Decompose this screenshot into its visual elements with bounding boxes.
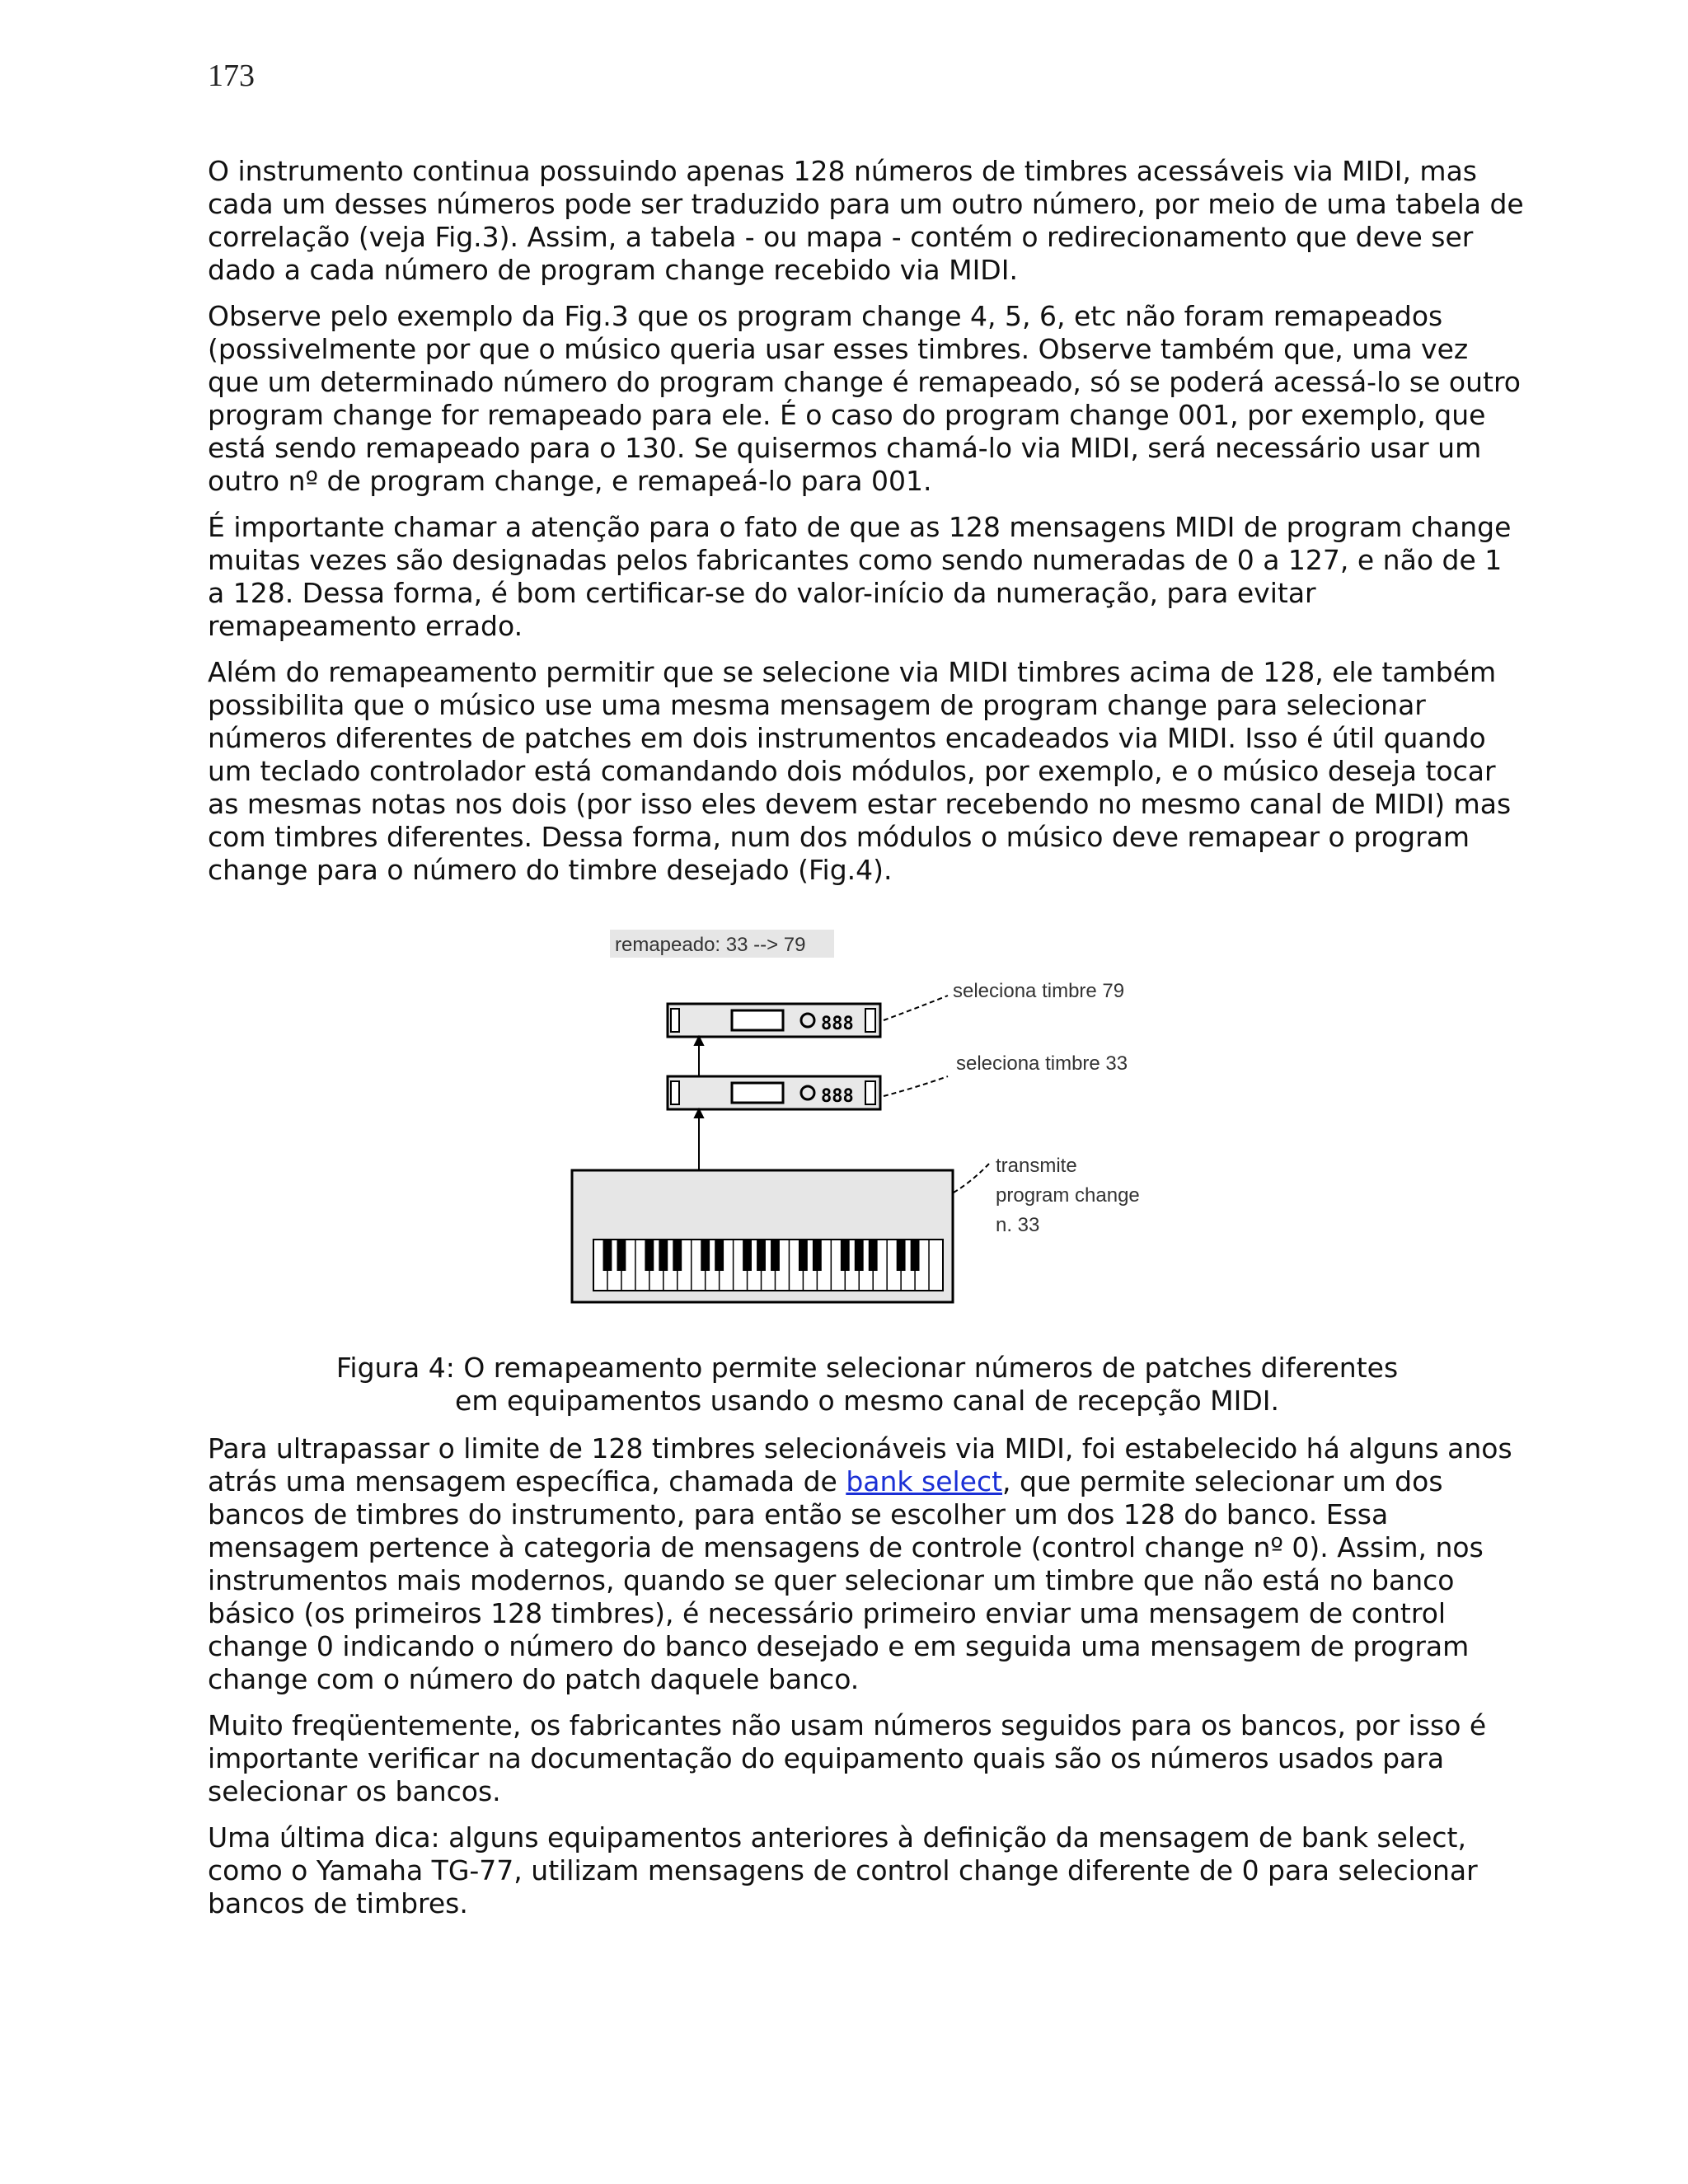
black-key bbox=[841, 1240, 850, 1271]
paragraph-4: Além do remapeamento permitir que se selecione via MIDI timbres acima de 128, ele também possibilita que o músico use uma mesma mensagem de program change para selecionar números diferentes de patches em dois instrumentos encadeados via MIDI. Isso é útil quando um teclado controlador está comandando dois módulos, por exemplo, e o músico deseja tocar as mesmas notas nos dois (por isso eles devem estar recebendo no mesmo canal de MIDI) mas com timbres diferentes. Dessa forma, num dos módulos o músico deve remapear o program change para o número do timbre desejado (Fig.4). bbox=[208, 656, 1512, 886]
black-key bbox=[771, 1240, 780, 1271]
black-key bbox=[757, 1240, 766, 1271]
paragraph-7: Uma última dica: alguns equipamentos anteriores à definição da mensagem de bank select, como o Yamaha TG-77, utilizam mensagens de control change diferente de 0 para selecionar bancos de timbres. bbox=[208, 1821, 1478, 1919]
caption-line-1: Figura 4: O remapeamento permite selecionar números de patches diferentes bbox=[335, 1352, 1399, 1384]
black-key bbox=[897, 1240, 906, 1271]
leader-lines bbox=[884, 996, 989, 1197]
black-key bbox=[659, 1240, 668, 1271]
paragraph-1: O instrumento continua possuindo apenas 128 números de timbres acessáveis via MIDI, mas cada um desses números pode ser traduzido para um outro número, por meio de uma tabela de correlação (veja Fig.3). Assim, a tabela - ou mapa - contém o redirecionamento que deve ser dado a cada número de program change recebido via MIDI. bbox=[208, 155, 1524, 286]
label-keyboard-1: transmite bbox=[996, 1155, 1077, 1177]
paragraph-5-part-1: Para ultrapassar o limite de 128 timbres selecionáveis via MIDI, foi estabelecido há alguns anos atrás uma mensagem específica, chamada de bbox=[208, 1432, 1512, 1497]
paragraph-5-part-2: , que permite selecionar um dos bancos de timbres do instrumento, para então se escolher um dos 128 do banco. Essa mensagem pertence à categoria de mensagens de controle (control change nº 0). Assim, nos instrumentos mais modernos, quando se quer selecionar um timbre que não está no banco básico (os primeiros 128 timbres), é necessário primeiro enviar uma mensagem de control change 0 indicando o número do banco desejado e em seguida uma mensagem de program change com o número do patch daquele banco. bbox=[208, 1465, 1484, 1695]
paragraph-3: É importante chamar a atenção para o fato de que as 128 mensagens MIDI de program change muitas vezes são designadas pelos fabricantes como sendo numeradas de 0 a 127, e não de 1 a 128. Dessa forma, é bom certificar-se do valor-início da numeração, para evitar remapeamento errado. bbox=[208, 511, 1512, 642]
body-text-top bbox=[208, 155, 1526, 887]
black-key bbox=[645, 1240, 654, 1271]
paragraph-6: Muito freqüentemente, os fabricantes não usam números seguidos para os bancos, por isso é importante verificar na documentação do equipamento quais são os números usados para selecionar os bancos. bbox=[208, 1709, 1487, 1807]
bottom-midi-module bbox=[668, 1076, 880, 1109]
paragraph-2: Observe pelo exemplo da Fig.3 que os program change 4, 5, 6, etc não foram remapeados (possivelmente por que o músico queria usar esses timbres. Observe também que, uma vez que um determinado número do program change é remapeado, só se poderá acessá-lo se outro program change for remapeado para ele. É o caso do program change 001, por exemplo, que está sendo remapeado para o 130. Se quisermos chamá-lo via MIDI, será necessário usar um outro nº de program change, e remapeá-lo para 001. bbox=[208, 300, 1521, 497]
black-key bbox=[799, 1240, 808, 1271]
paragraph-5 bbox=[208, 1432, 1526, 1696]
keyboard-controller bbox=[572, 1170, 953, 1302]
label-top-module: seleciona timbre 79 bbox=[953, 980, 1125, 1002]
bottom-module-display: 888 bbox=[821, 1086, 854, 1107]
black-key bbox=[855, 1240, 864, 1271]
black-key bbox=[743, 1240, 752, 1271]
body-text-bottom bbox=[208, 1432, 1526, 1920]
label-keyboard-2: program change bbox=[996, 1184, 1140, 1207]
page-number: 173 bbox=[208, 59, 255, 93]
remap-label: remapeado: 33 --> 79 bbox=[615, 934, 806, 956]
black-key bbox=[813, 1240, 822, 1271]
figure-caption bbox=[208, 1352, 1526, 1418]
black-key bbox=[673, 1240, 682, 1271]
black-key bbox=[911, 1240, 920, 1271]
figure-4 bbox=[569, 923, 1195, 1310]
bank-select-link[interactable]: bank select bbox=[846, 1465, 1003, 1497]
caption-line-2: em equipamentos usando o mesmo canal de recepção MIDI. bbox=[455, 1385, 1279, 1417]
top-midi-module bbox=[668, 1004, 880, 1037]
black-key bbox=[603, 1240, 612, 1271]
black-key bbox=[869, 1240, 878, 1271]
label-keyboard-3: n. 33 bbox=[996, 1214, 1040, 1236]
top-module-display: 888 bbox=[821, 1014, 854, 1034]
black-key bbox=[617, 1240, 626, 1271]
black-key bbox=[701, 1240, 710, 1271]
label-bottom-module: seleciona timbre 33 bbox=[956, 1052, 1128, 1075]
black-key bbox=[715, 1240, 724, 1271]
